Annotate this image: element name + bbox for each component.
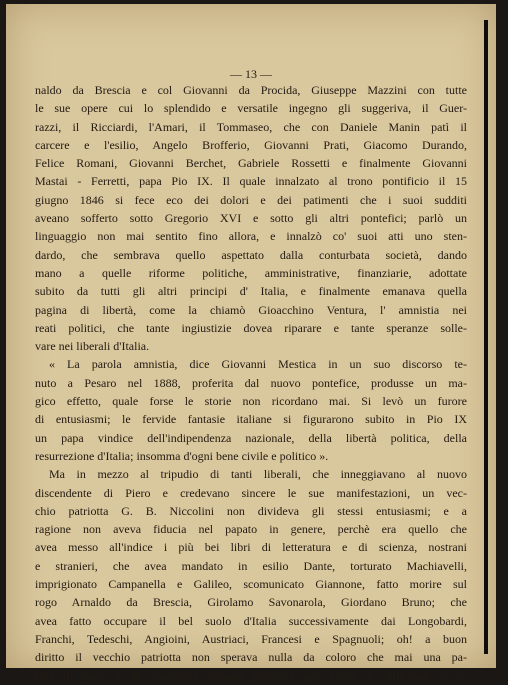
text-line: imprigionato Campanella e Galileo, scomunicato Giannone, fatto morire sul xyxy=(35,577,467,592)
text-line: linguaggio non mai sentito fino allora, e innalzò co' suoi atti uno sten- xyxy=(35,229,467,244)
text-line: diritto il vecchio patriotta non sperava nulla da coloro che mai una pa- xyxy=(35,650,467,665)
text-line: chio patriotta G. B. Niccolini non divideva gli stessi entusiasmi; e a xyxy=(35,503,467,518)
text-line: e stranieri, che avea mandato in esilio Dante, torturato Machiavelli, xyxy=(35,558,467,573)
text-line: pagina di libertà, come la chiamò Gioacchino Ventura, l' amnistia nei xyxy=(35,302,467,317)
body-text xyxy=(35,81,467,685)
text-line: gico effetto, quale forse le storie non ricordano mai. Si levò un furore xyxy=(35,394,467,409)
text-line: un papa vindice dell'indipendenza nazionale, della libertà politica, della xyxy=(35,430,467,445)
text-line: subito da tutti gli altri principi d' Italia, e finalmente emanava quella xyxy=(35,284,467,299)
text-line: giugno 1846 si fece eco dei dolori e dei patimenti che i suoi sudditi xyxy=(35,192,467,207)
text-line: nuto a Pesaro nel 1888, proferita dal nuovo pontefice, produsse un ma- xyxy=(35,375,467,390)
text-line: carcere e l'esilio, Angelo Brofferio, Giovanni Prati, Giacomo Durando, xyxy=(35,137,467,152)
text-line: vare nei liberali d'Italia. xyxy=(35,339,150,354)
text-line: Felice Romani, Giovanni Berchet, Gabriele Rossetti e finalmente Giovanni xyxy=(35,156,467,171)
text-line: resurrezione d'Italia; insomma d'ogni bene civile e politico ». xyxy=(35,448,329,463)
text-line: Mastai - Ferretti, papa Pio IX. Il quale innalzato al trono pontificio il 15 xyxy=(35,174,467,189)
text-line: « La parola amnistia, dice Giovanni Mestica in un suo discorso te- xyxy=(49,357,467,372)
text-line: rola di pace e di concordia aveano proferita per lenire le afflizioni d' I- xyxy=(35,668,467,683)
text-line: di entusiasmi; le fervide fantasie italiane si figurarono subito in Pio IX xyxy=(35,412,467,427)
page-number: — 13 — xyxy=(230,67,272,81)
text-line: avea fatto occupare il bel suolo d'Italia successivamente dai Longobardi, xyxy=(35,613,467,628)
text-line: reati politici, che tante ingiustizie dovea riparare e tante speranze solle- xyxy=(35,320,467,335)
text-line: mano a quelle riforme politiche, amministrative, finanziarie, adottate xyxy=(35,265,467,280)
text-line: dardo, che sembrava quello aspettato dalla conturbata società, dando xyxy=(35,247,467,262)
text-line: discendente di Piero e credevano sincere le sue manifestazioni, un vec- xyxy=(35,485,467,500)
text-line: ragione non aveva fiducia nel papato in genere, perchè era quello che xyxy=(35,522,467,537)
book-page xyxy=(6,4,496,683)
text-line: Franchi, Tedeschi, Angioini, Austriaci, Francesi e Spagnuoli; oh! a buon xyxy=(35,631,467,646)
text-line: avea messo all'indice i più bei libri di letteratura e di scienza, nostrani xyxy=(35,540,467,555)
text-line: Ma in mezzo al tripudio di tanti liberali, che inneggiavano al nuovo xyxy=(49,467,467,482)
text-line: aveano sofferto sotto Gregorio XVI e sotto gli altri pontefici; parlò un xyxy=(35,211,467,226)
text-line: le sue opere cui lo splendido e versatile ingegno gli suggeriva, il Guer- xyxy=(35,101,467,116)
text-line: rogo Arnaldo da Brescia, Girolamo Savonarola, Giordano Bruno; che xyxy=(35,595,467,610)
text-line: naldo da Brescia e col Giovanni da Procida, Giuseppe Mazzini con tutte xyxy=(35,83,467,97)
text-line: razzi, il Ricciardi, l'Amari, il Tommaseo, che con Daniele Manin patì il xyxy=(35,119,467,134)
page-edge-shadow xyxy=(484,20,488,654)
